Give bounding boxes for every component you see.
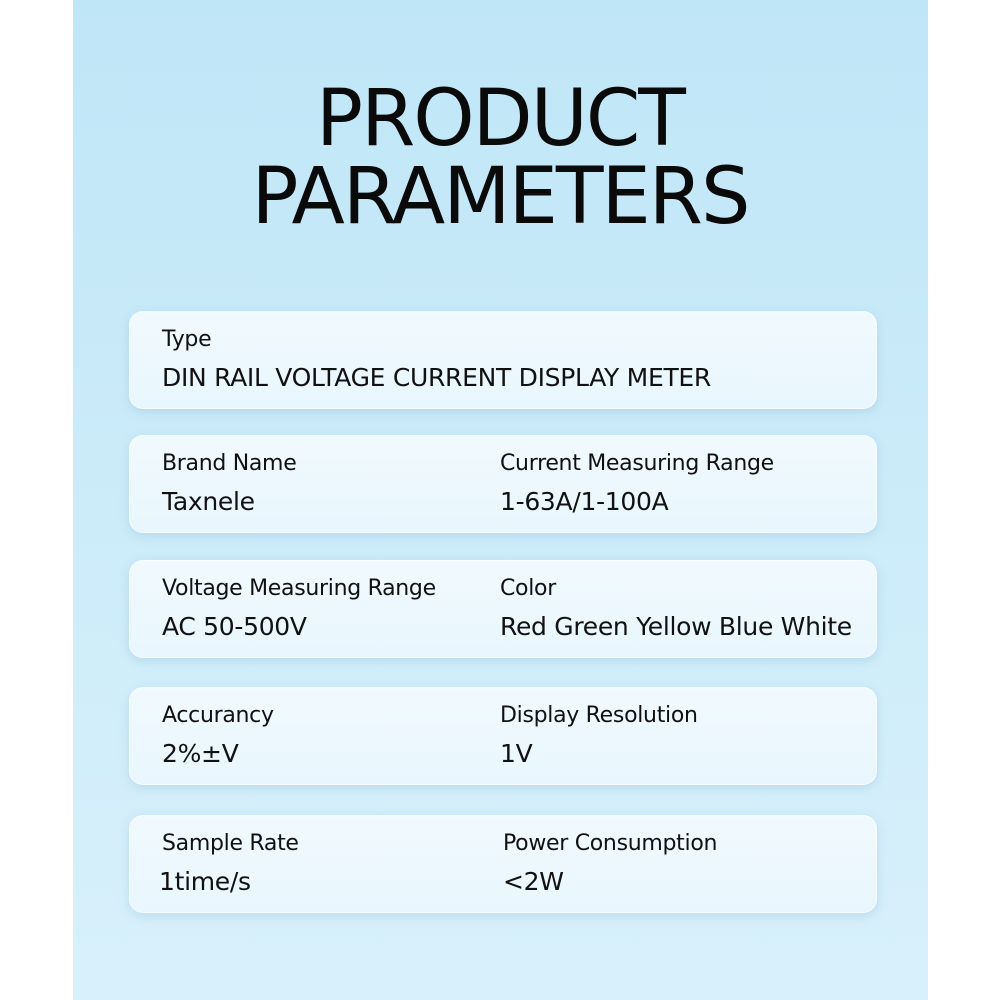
param-card-voltage-color	[129, 560, 877, 658]
type-label: Type	[162, 327, 212, 352]
param-card-brand-current	[129, 435, 877, 533]
voltage-range-value: AC 50-500V	[162, 612, 307, 641]
brand-label: Brand Name	[162, 451, 297, 476]
resolution-label: Display Resolution	[500, 703, 698, 728]
accuracy-label: Accurancy	[162, 703, 274, 728]
current-range-label: Current Measuring Range	[500, 451, 774, 476]
accuracy-value: 2%±V	[162, 739, 239, 768]
page-title-line2: PARAMETERS	[251, 152, 749, 242]
color-value: Red Green Yellow Blue White	[500, 612, 852, 641]
type-value: DIN RAIL VOLTAGE CURRENT DISPLAY METER	[162, 363, 711, 392]
sample-rate-value: 1time/s	[159, 867, 251, 896]
color-label: Color	[500, 576, 556, 601]
resolution-value: 1V	[500, 739, 533, 768]
page-title-line1: PRODUCT	[316, 74, 684, 164]
power-label: Power Consumption	[503, 831, 718, 856]
voltage-range-label: Voltage Measuring Range	[162, 576, 436, 601]
brand-value: Taxnele	[162, 487, 255, 516]
param-card-type	[129, 311, 877, 409]
sample-rate-label: Sample Rate	[162, 831, 299, 856]
power-value: <2W	[503, 867, 564, 896]
current-range-value: 1-63A/1-100A	[500, 487, 669, 516]
param-card-sample-power	[129, 815, 877, 913]
param-card-accuracy-resolution	[129, 687, 877, 785]
